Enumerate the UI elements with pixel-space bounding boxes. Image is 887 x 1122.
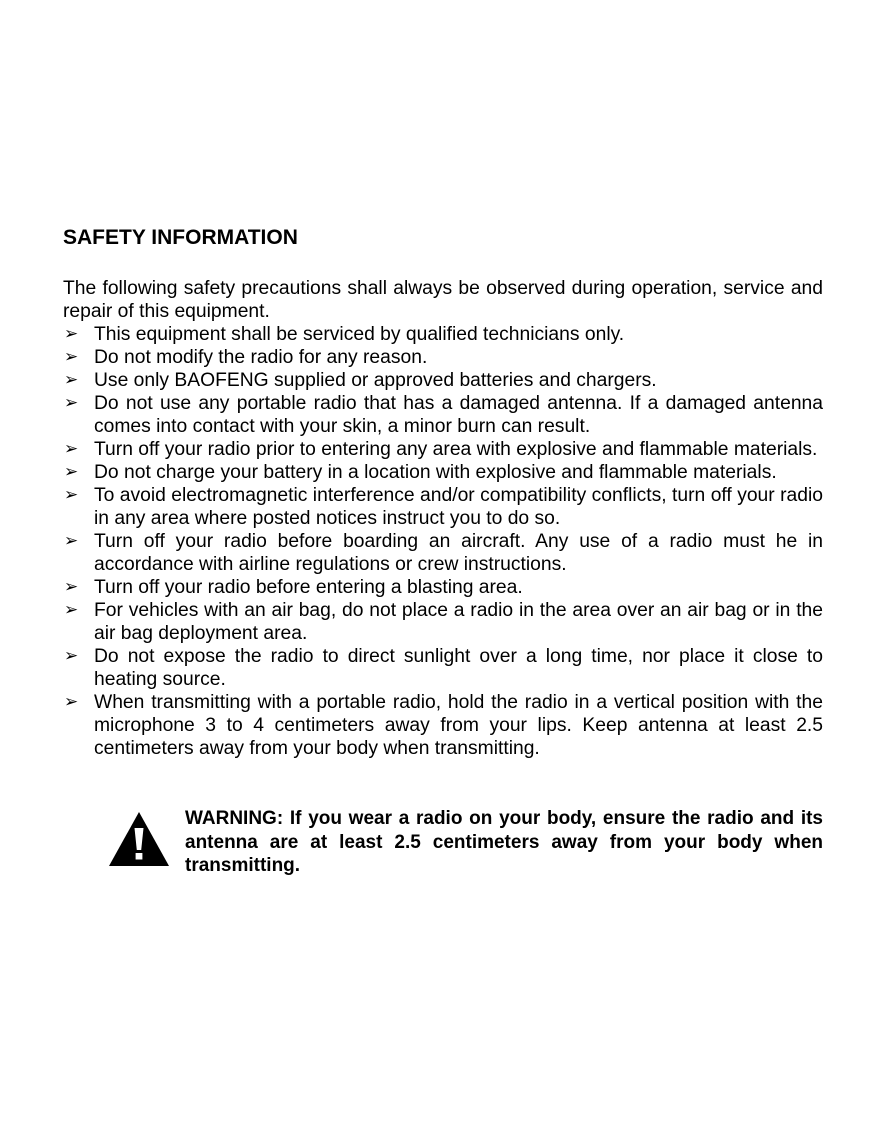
intro-paragraph: The following safety precautions shall always be observed during operation, service and repair of this equipment. [63, 278, 823, 322]
arrow-bullet-icon: ➢ [64, 692, 79, 712]
list-item [63, 691, 823, 760]
safety-precautions-list [63, 323, 823, 760]
warning-callout [108, 807, 823, 887]
list-item [63, 438, 823, 461]
list-item [63, 599, 823, 645]
arrow-bullet-icon: ➢ [64, 370, 79, 390]
arrow-bullet-icon: ➢ [64, 462, 79, 482]
list-item-text: For vehicles with an air bag, do not place a radio in the area over an air bag or in the air bag deployment area. [94, 600, 823, 644]
warning-triangle-icon [108, 811, 170, 867]
arrow-bullet-icon: ➢ [64, 531, 79, 551]
arrow-bullet-icon: ➢ [64, 393, 79, 413]
arrow-bullet-icon: ➢ [64, 324, 79, 344]
list-item-text: Turn off your radio before entering a blasting area. [94, 577, 523, 598]
list-item [63, 392, 823, 438]
list-item [63, 369, 823, 392]
list-item [63, 530, 823, 576]
list-item [63, 323, 823, 346]
list-item-text: Use only BAOFENG supplied or approved batteries and chargers. [94, 370, 657, 391]
list-item-text: Do not charge your battery in a location with explosive and flammable materials. [94, 462, 777, 483]
list-item-text: To avoid electromagnetic interference and/or compatibility conflicts, turn off your radio in any area where posted notices instruct you to do so. [94, 485, 823, 529]
arrow-bullet-icon: ➢ [64, 577, 79, 597]
page-title: SAFETY INFORMATION [63, 226, 298, 249]
list-item-text: Do not expose the radio to direct sunlight over a long time, nor place it close to heating source. [94, 646, 823, 690]
arrow-bullet-icon: ➢ [64, 347, 79, 367]
arrow-bullet-icon: ➢ [64, 646, 79, 666]
arrow-bullet-icon: ➢ [64, 439, 79, 459]
list-item-text: Turn off your radio prior to entering any area with explosive and flammable materials. [94, 439, 818, 460]
list-item-text: This equipment shall be serviced by qualified technicians only. [94, 324, 625, 345]
list-item-text: Do not use any portable radio that has a damaged antenna. If a damaged antenna comes into contact with your skin, a minor burn can result. [94, 393, 823, 437]
list-item [63, 645, 823, 691]
arrow-bullet-icon: ➢ [64, 485, 79, 505]
list-item-text: Turn off your radio before boarding an aircraft. Any use of a radio must he in accordance with airline regulations or crew instructions. [94, 531, 823, 575]
list-item [63, 576, 823, 599]
list-item [63, 484, 823, 530]
safety-content [63, 277, 823, 760]
warning-text: WARNING: If you wear a radio on your body, ensure the radio and its antenna are at least 2.5 centimeters away from your body when transmitting. [185, 808, 823, 876]
list-item-text: When transmitting with a portable radio, hold the radio in a vertical position with the microphone 3 to 4 centimeters away from your lips. Keep antenna at least 2.5 centimeters away from your body when transmitting. [94, 692, 823, 759]
list-item-text: Do not modify the radio for any reason. [94, 347, 428, 368]
list-item [63, 346, 823, 369]
list-item [63, 461, 823, 484]
arrow-bullet-icon: ➢ [64, 600, 79, 620]
